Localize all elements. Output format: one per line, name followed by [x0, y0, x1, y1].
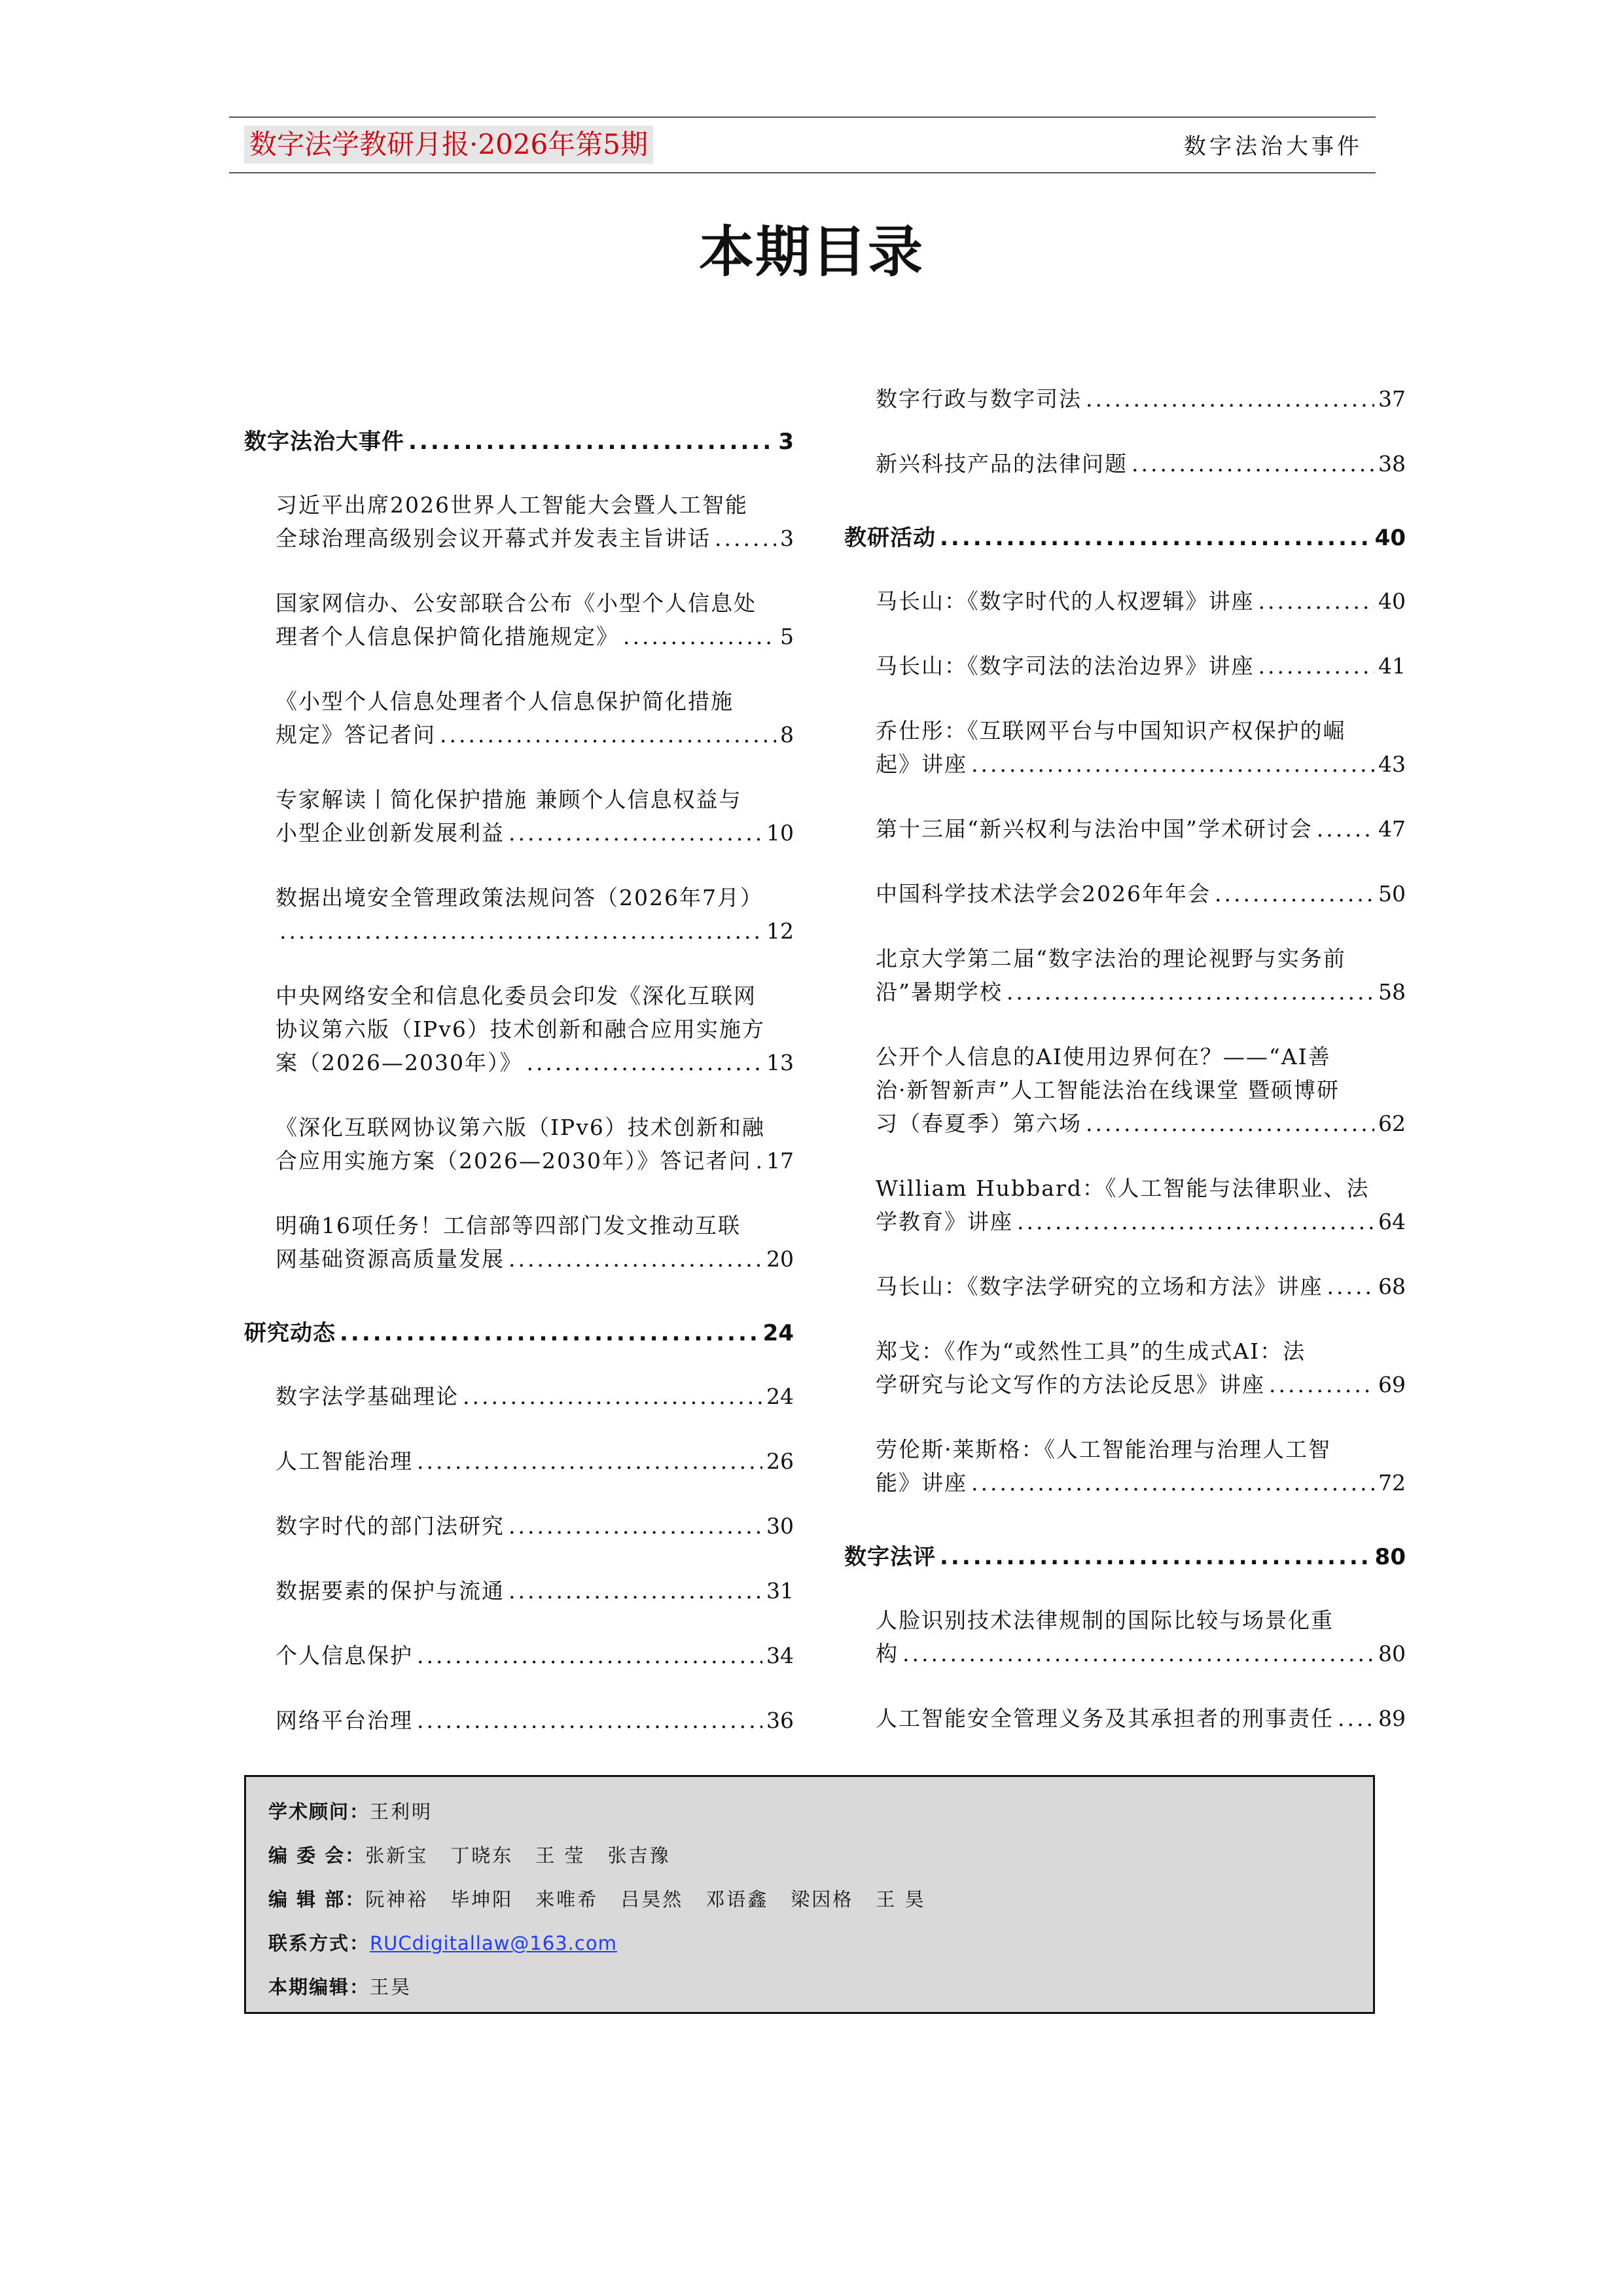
toc-entry[interactable]	[844, 1040, 1406, 1140]
toc-leader-dots	[971, 1466, 1374, 1499]
toc-page-number: 69	[1378, 1372, 1406, 1397]
toc-page-number: 20	[766, 1246, 794, 1272]
toc-entry-title: 案（2026—2030年）》	[276, 1050, 523, 1075]
toc-section-title: 教研活动	[844, 525, 936, 551]
toc-entry-title: 学研究与论文写作的方法论反思》讲座	[876, 1372, 1265, 1397]
issue-editor-label: 本期编辑：	[268, 1976, 370, 1998]
toc-page-number: 34	[766, 1643, 794, 1668]
toc-entry[interactable]	[844, 1433, 1406, 1499]
toc-entry-title: 专家解读丨简化保护措施 兼顾个人信息权益与	[276, 787, 742, 812]
toc-leader-dots	[1132, 447, 1374, 480]
toc-entry-title: 协议第六版（IPv6）技术创新和融合应用实施方	[276, 1016, 765, 1042]
toc-page-number: 37	[1378, 386, 1406, 412]
toc-entry-title: 中央网络安全和信息化委员会印发《深化互联网	[276, 983, 757, 1009]
toc-page-number: 80	[1374, 1544, 1406, 1570]
toc-page-number: 68	[1378, 1274, 1406, 1299]
committee-member: 王 莹	[535, 1844, 586, 1867]
toc-entry-title: 新兴科技产品的法律问题	[876, 451, 1128, 476]
toc-entry-title: 理者个人信息保护简化措施规定》	[276, 624, 619, 649]
toc-page-number: 26	[766, 1448, 794, 1474]
toc-leader-dots	[508, 1242, 762, 1276]
editorial-row	[268, 1878, 1373, 1922]
toc-entry-title: 明确16项任务！工信部等四部门发文推动互联	[276, 1213, 741, 1238]
contact-row	[268, 1922, 1373, 1965]
toc-entry-title: 人脸识别技术法律规制的国际比较与场景化重	[876, 1607, 1334, 1633]
toc-page-number: 3	[778, 429, 794, 455]
issue-editor-name: 王昊	[370, 1976, 412, 1998]
toc-leader-dots	[417, 1444, 762, 1478]
toc-leader-dots	[1327, 1270, 1375, 1303]
contact-email-link[interactable]: RUCdigitallaw@163.com	[370, 1932, 617, 1954]
editor-member: 吕昊然	[620, 1888, 684, 1910]
toc-page-number: 80	[1378, 1641, 1406, 1666]
editor-member: 梁因格	[791, 1888, 854, 1910]
toc-entry-title: 数字法学基础理论	[276, 1384, 459, 1409]
toc-leader-dots	[623, 620, 776, 653]
toc-entry-title: 人工智能安全管理义务及其承担者的刑事责任	[876, 1706, 1334, 1731]
toc-leader-dots	[940, 522, 1371, 555]
toc-entry-title: 第十三届“新兴权利与法治中国”学术研讨会	[876, 816, 1313, 842]
toc-entry-title: 数据出境安全管理政策法规问答（2026年7月）	[276, 885, 763, 910]
header-bottom-rule	[229, 172, 1376, 173]
advisor-name: 王利明	[370, 1801, 433, 1823]
toc-entry[interactable]	[244, 586, 794, 653]
toc-page-number: 43	[1378, 751, 1406, 777]
toc-leader-dots	[408, 425, 774, 459]
toc-entry-title: 数据要素的保护与流通	[276, 1578, 505, 1604]
toc-leader-dots	[417, 1704, 762, 1737]
toc-leader-dots	[971, 747, 1374, 781]
issue-editor-row	[268, 1965, 1373, 2009]
toc-entry-title: 马长山：《数字法学研究的立场和方法》讲座	[876, 1274, 1323, 1299]
toc-entry[interactable]	[844, 1172, 1406, 1238]
toc-entry[interactable]	[244, 1209, 794, 1276]
toc-entry-title: 小型企业创新发展利益	[276, 820, 505, 846]
toc-page-number: 17	[766, 1148, 794, 1174]
toc-section-heading[interactable]	[244, 1317, 794, 1350]
toc-section-title: 数字法评	[844, 1544, 936, 1570]
section-running-head: 数字法治大事件	[1184, 134, 1363, 160]
toc-entry-title: 人工智能治理	[276, 1448, 413, 1474]
toc-entry[interactable]	[844, 1270, 1406, 1303]
toc-entry[interactable]	[244, 1380, 794, 1413]
toc-entry[interactable]	[244, 1444, 794, 1478]
toc-page-number: 58	[1378, 979, 1406, 1005]
toc-page-number: 62	[1378, 1111, 1406, 1136]
toc-page-number: 47	[1378, 816, 1406, 842]
toc-entry-title: 劳伦斯·莱斯格：《人工智能治理与治理人工智	[876, 1437, 1331, 1462]
toc-entry-title: 中国科学技术法学会2026年年会	[876, 881, 1211, 906]
toc-entry[interactable]	[244, 1111, 794, 1177]
toc-page-number: 12	[766, 918, 794, 944]
toc-entry[interactable]	[844, 584, 1406, 618]
toc-entry-title: 北京大学第二届“数字法治的理论视野与实务前	[876, 946, 1346, 971]
toc-entry[interactable]	[244, 979, 794, 1079]
toc-leader-dots	[1258, 649, 1375, 683]
toc-entry[interactable]	[844, 877, 1406, 910]
advisor-label: 学术顾问：	[268, 1801, 370, 1823]
toc-entry-title: 数字时代的部门法研究	[276, 1513, 505, 1539]
toc-entry-title: 习近平出席2026世界人工智能大会暨人工智能	[276, 492, 748, 518]
toc-leader-dots	[1086, 1107, 1374, 1140]
contact-label: 联系方式：	[268, 1932, 370, 1954]
toc-entry-title: 网基础资源高质量发展	[276, 1246, 505, 1272]
toc-leader-dots	[902, 1637, 1374, 1670]
toc-entry-title: 治·新智新声”人工智能法治在线课堂 暨硕博研	[876, 1077, 1340, 1103]
toc-leader-dots	[463, 1380, 762, 1413]
toc-entry[interactable]	[844, 714, 1406, 781]
toc-entry-title: 个人信息保护	[276, 1643, 413, 1668]
toc-page-number: 40	[1378, 588, 1406, 614]
toc-entry-title: 《小型个人信息处理者个人信息保护简化措施	[276, 689, 734, 714]
toc-page-number: 13	[766, 1050, 794, 1075]
toc-section-heading[interactable]	[844, 522, 1406, 555]
toc-entry-title: 学教育》讲座	[876, 1209, 1013, 1234]
toc-leader-dots	[508, 1574, 762, 1607]
toc-leader-dots	[440, 718, 776, 751]
header-top-rule	[229, 117, 1376, 118]
toc-entry-title: 《深化互联网协议第六版（IPv6）技术创新和融	[276, 1115, 765, 1140]
toc-entry[interactable]	[244, 1704, 794, 1737]
toc-entry[interactable]	[844, 942, 1406, 1009]
toc-left-column	[244, 425, 794, 1737]
toc-right-column	[844, 382, 1406, 1735]
toc-entry[interactable]	[844, 1604, 1406, 1670]
toc-leader-dots	[940, 1541, 1371, 1574]
toc-entry[interactable]	[844, 1702, 1406, 1735]
toc-leader-dots	[417, 1639, 762, 1672]
editor-member: 来唯希	[535, 1888, 599, 1910]
toc-leader-dots	[508, 816, 762, 850]
toc-page-number: 30	[766, 1513, 794, 1539]
toc-page-number: 24	[762, 1320, 794, 1346]
toc-page-number: 72	[1378, 1470, 1406, 1496]
toc-page-number: 3	[780, 526, 794, 551]
toc-leader-dots	[1317, 812, 1374, 846]
toc-section-heading[interactable]	[244, 425, 794, 459]
editorial-label: 编 辑 部：	[268, 1888, 366, 1910]
toc-leader-dots	[755, 1144, 762, 1177]
toc-entry-title: 全球治理高级别会议开幕式并发表主旨讲话	[276, 526, 711, 551]
toc-entry-title: 起》讲座	[876, 751, 967, 777]
toc-entry-title: 构	[876, 1641, 899, 1666]
toc-entry-title: 国家网信办、公安部联合公布《小型个人信息处	[276, 590, 757, 616]
toc-leader-dots	[1338, 1702, 1374, 1735]
toc-leader-dots	[526, 1046, 762, 1079]
toc-entry-title: 规定》答记者问	[276, 722, 436, 747]
toc-entry[interactable]	[244, 1509, 794, 1543]
masthead-info-box	[244, 1775, 1375, 2014]
toc-entry[interactable]	[244, 783, 794, 850]
toc-section-title: 研究动态	[244, 1320, 336, 1346]
toc-entry-title: 马长山：《数字司法的法治边界》讲座	[876, 653, 1255, 679]
toc-entry[interactable]	[844, 1335, 1406, 1401]
toc-page-number: 8	[780, 722, 794, 747]
editor-member: 王 昊	[876, 1888, 926, 1910]
editor-member: 邓语鑫	[705, 1888, 769, 1910]
toc-page-number: 36	[766, 1708, 794, 1733]
toc-entry-title: 沿”暑期学校	[876, 979, 1003, 1005]
toc-leader-dots	[1007, 975, 1374, 1009]
toc-leader-dots	[508, 1509, 762, 1543]
journal-issue-label: 数字法学教研月报·2026年第5期	[244, 126, 653, 164]
toc-leader-dots	[279, 914, 762, 948]
toc-entry-title: 能》讲座	[876, 1470, 967, 1496]
toc-entry-title: 网络平台治理	[276, 1708, 413, 1733]
toc-entry[interactable]	[244, 1639, 794, 1672]
toc-entry-title: 公开个人信息的AI使用边界何在？——“AI善	[876, 1044, 1331, 1069]
toc-page-number: 5	[780, 624, 794, 649]
committee-label: 编 委 会：	[268, 1844, 366, 1867]
committee-member: 丁晓东	[450, 1844, 514, 1867]
committee-member: 张吉豫	[607, 1844, 671, 1867]
advisor-row	[268, 1790, 1373, 1834]
toc-leader-dots	[1017, 1205, 1374, 1238]
toc-leader-dots	[1258, 584, 1375, 618]
toc-entry-title: 合应用实施方案（2026—2030年）》答记者问	[276, 1148, 752, 1174]
committee-member: 张新宝	[365, 1844, 429, 1867]
toc-leader-dots	[340, 1317, 759, 1350]
toc-leader-dots	[1215, 877, 1374, 910]
editor-member: 毕坤阳	[450, 1888, 514, 1910]
editor-member: 阮神裕	[365, 1888, 429, 1910]
toc-entry[interactable]	[844, 382, 1406, 416]
toc-page-number: 10	[766, 820, 794, 846]
toc-entry[interactable]	[844, 812, 1406, 846]
toc-entry[interactable]	[244, 488, 794, 555]
toc-page-number: 40	[1374, 525, 1406, 551]
toc-page-number: 24	[766, 1384, 794, 1409]
page-title: 本期目录	[698, 220, 924, 284]
committee-row	[268, 1834, 1373, 1878]
toc-leader-dots	[1269, 1368, 1374, 1401]
toc-page-number: 64	[1378, 1209, 1406, 1234]
toc-section-heading[interactable]	[844, 1541, 1406, 1574]
toc-entry-title: 乔仕彤：《互联网平台与中国知识产权保护的崛	[876, 718, 1346, 744]
toc-entry[interactable]	[244, 685, 794, 751]
toc-page-number: 41	[1378, 653, 1406, 679]
toc-entry-title: William Hubbard：《人工智能与法律职业、法	[876, 1175, 1370, 1201]
toc-entry-title: 数字行政与数字司法	[876, 386, 1082, 412]
toc-entry-title: 马长山：《数字时代的人权逻辑》讲座	[876, 588, 1255, 614]
toc-entry[interactable]	[244, 881, 794, 948]
toc-leader-dots	[715, 522, 776, 555]
toc-entry-title: 习（春夏季）第六场	[876, 1111, 1082, 1136]
toc-entry[interactable]	[844, 649, 1406, 683]
toc-page-number: 89	[1378, 1706, 1406, 1731]
toc-entry-title: 郑戈：《作为“或然性工具”的生成式AI：法	[876, 1338, 1306, 1364]
toc-page-number: 38	[1378, 451, 1406, 476]
toc-entry[interactable]	[844, 447, 1406, 480]
toc-page-number: 31	[766, 1578, 794, 1604]
toc-section-title: 数字法治大事件	[244, 429, 404, 455]
toc-leader-dots	[1086, 382, 1374, 416]
toc-page-number: 50	[1378, 881, 1406, 906]
toc-entry[interactable]	[244, 1574, 794, 1607]
